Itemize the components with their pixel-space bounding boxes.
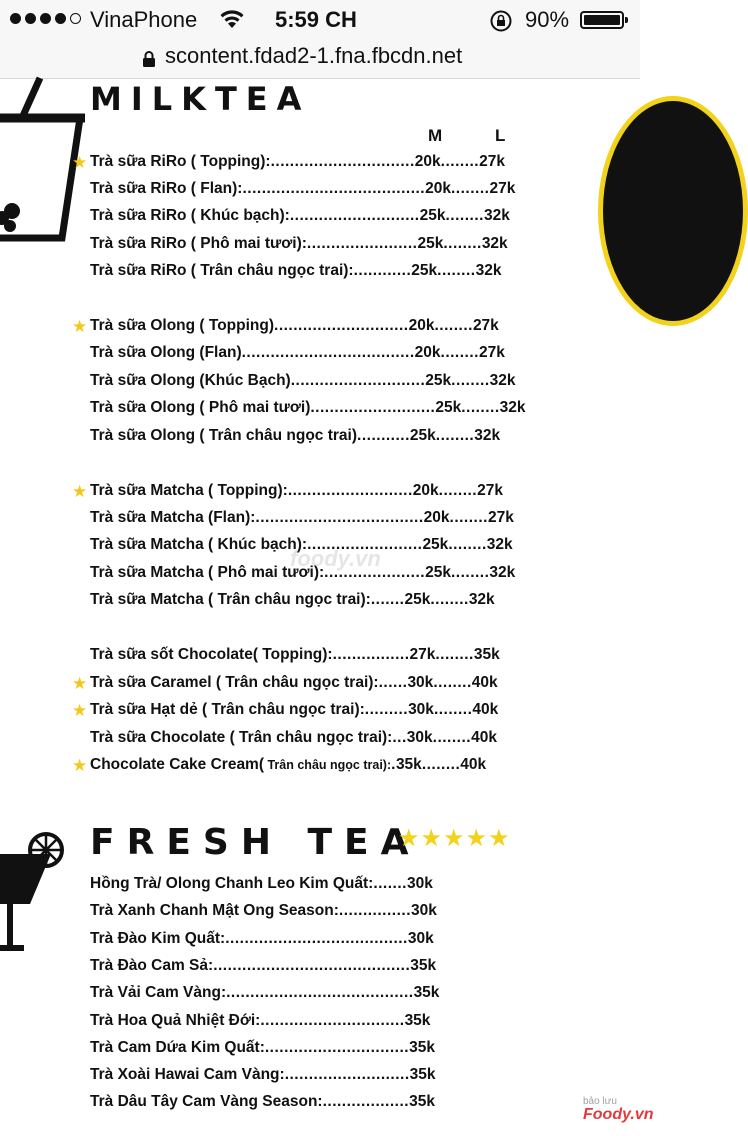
- item-leader: .........................................: [213, 957, 411, 974]
- menu-item: [90, 756, 486, 774]
- item-name: Trà sữa Matcha ( Trân châu ngọc trai):: [90, 591, 371, 608]
- item-note: Trân châu ngọc trai):: [264, 758, 392, 772]
- item-name: Trà Vải Cam Vàng:: [90, 984, 227, 1001]
- price-l: 27k: [478, 344, 505, 361]
- price-separator: ........: [443, 235, 482, 252]
- price-separator: ........: [445, 207, 484, 224]
- menu-item: [90, 509, 514, 527]
- price-separator: ........: [440, 344, 479, 361]
- wifi-icon: [219, 8, 245, 30]
- price-l: 40k: [472, 701, 499, 718]
- fresh-menu-item: [90, 902, 437, 920]
- price-separator: ........: [449, 509, 488, 526]
- fresh-menu-item: [90, 957, 436, 975]
- item-leader: ..........................: [287, 482, 413, 499]
- fresh-menu-item: [90, 984, 439, 1002]
- menu-item: [90, 427, 500, 445]
- menu-item: [90, 482, 503, 500]
- item-leader: ............................: [290, 372, 426, 389]
- item-leader: ...................................: [255, 509, 424, 526]
- menu-item: [90, 729, 497, 747]
- cocktail-glass-icon: [0, 826, 76, 956]
- item-leader: ........................: [307, 536, 423, 553]
- price-m: 30k: [406, 729, 433, 746]
- watermark-bao-luu: bảo lưu: [583, 1096, 617, 1107]
- item-leader: .......: [373, 875, 407, 892]
- price-separator: ........: [434, 317, 473, 334]
- item-leader: ..........................: [310, 399, 436, 416]
- menu-item: [90, 317, 499, 335]
- menu-item: [90, 372, 516, 390]
- menu-item: [90, 701, 498, 719]
- price-separator: ........: [432, 729, 472, 746]
- item-leader: .......................: [306, 235, 418, 252]
- fresh-menu-item: [90, 1066, 436, 1084]
- item-name: Trà sữa Olong ( Phô mai tươi): [90, 399, 311, 416]
- price-l: 40k: [471, 674, 498, 691]
- price-l: 35k: [473, 646, 500, 663]
- menu-item: [90, 399, 526, 417]
- item-leader: .: [391, 756, 396, 773]
- menu-item: [90, 207, 510, 225]
- item-leader: ......................................: [225, 930, 408, 947]
- price-l: 32k: [481, 235, 508, 252]
- price-m: 25k: [409, 427, 436, 444]
- item-leader: ..................: [322, 1093, 410, 1110]
- item-name: Trà Đào Kim Quất:: [90, 930, 226, 947]
- price-l: 40k: [471, 729, 497, 746]
- item-leader: ...............: [338, 902, 412, 919]
- size-l-header: L: [495, 126, 506, 145]
- price-l: 27k: [489, 180, 516, 197]
- item-leader: .....................: [324, 564, 426, 581]
- price-m: 25k: [411, 262, 438, 279]
- star-icon: ★: [72, 482, 88, 501]
- star-icon: ★: [72, 756, 88, 775]
- price-m: 20k: [408, 317, 435, 334]
- price: 30k: [406, 875, 433, 892]
- price-m: 20k: [414, 153, 441, 170]
- carrier-name: VinaPhone: [90, 7, 198, 32]
- item-leader: .......................................: [226, 984, 414, 1001]
- item-name: Trà sữa Olong ( Topping): [90, 317, 275, 334]
- watermark-center: foody.vn: [290, 546, 381, 571]
- price-m: 25k: [419, 207, 446, 224]
- price-separator: ........: [430, 591, 469, 608]
- price-m: 27k: [409, 646, 436, 663]
- price-separator: ........: [433, 701, 473, 718]
- url-text[interactable]: scontent.fdad2-1.fna.fbcdn.net: [165, 43, 463, 68]
- fresh-menu-item: [90, 930, 434, 948]
- price: 35k: [410, 957, 437, 974]
- price-l: 27k: [487, 509, 514, 526]
- price-separator: ........: [448, 536, 487, 553]
- milktea-heading: MILKTEA: [90, 80, 311, 118]
- item-leader: ..........................: [284, 1066, 410, 1083]
- item-name: Trà sữa RiRo ( Phô mai tươi):: [90, 235, 307, 252]
- item-name: Trà sữa Matcha ( Topping):: [90, 482, 288, 499]
- item-name: Trà Cam Dứa Kim Quất:: [90, 1039, 265, 1056]
- item-leader: ...........................: [289, 207, 420, 224]
- item-leader: ............: [353, 262, 412, 279]
- price-l: 27k: [477, 482, 503, 499]
- star-icon: ★: [72, 701, 88, 720]
- item-name: Trà sữa Matcha ( Khúc bạch):: [90, 536, 308, 553]
- item-name: Chocolate Cake Cream(: [90, 756, 265, 773]
- menu-item: [90, 262, 501, 280]
- menu-item: [90, 646, 500, 664]
- price-m: 25k: [422, 536, 449, 553]
- menu-image: [0, 78, 654, 1136]
- price-m: 25k: [435, 399, 462, 416]
- price-separator: ........: [433, 674, 472, 691]
- menu-item: [90, 235, 508, 253]
- item-leader: ..............................: [264, 1039, 410, 1056]
- item-name: Trà sữa Matcha ( Phô mai tươi):: [90, 564, 325, 581]
- item-name: Trà Hoa Quả Nhiệt Đới:: [90, 1012, 261, 1029]
- clock: 5:59 CH: [275, 7, 357, 32]
- item-leader: .......: [370, 591, 405, 608]
- price-m: 20k: [412, 482, 439, 499]
- signal-strength-icon: [10, 13, 81, 24]
- battery-icon: [580, 11, 624, 29]
- price-separator: ........: [437, 262, 476, 279]
- price: 35k: [409, 1039, 435, 1056]
- item-name: Trà Đào Cam Sả:: [90, 957, 214, 974]
- price: 30k: [407, 930, 434, 947]
- price: 35k: [404, 1012, 431, 1029]
- price-l: 32k: [499, 399, 526, 416]
- price-separator: ........: [450, 564, 490, 581]
- price-separator: ........: [435, 427, 475, 444]
- price-l: 32k: [475, 262, 502, 279]
- price-l: 32k: [489, 564, 516, 581]
- price-separator: ........: [435, 646, 474, 663]
- item-name: Trà sữa Olong (Flan): [90, 344, 242, 361]
- item-name: Trà sữa Caramel ( Trân châu ngọc trai):: [90, 674, 379, 691]
- price-m: 25k: [425, 564, 451, 581]
- price-m: 20k: [414, 344, 441, 361]
- status-bar: [0, 0, 640, 40]
- rotation-lock-icon: [489, 9, 513, 33]
- menu-item: [90, 180, 515, 198]
- item-leader: ............................: [274, 317, 409, 334]
- price-m: 25k: [425, 372, 452, 389]
- battery-percentage: 90%: [525, 7, 570, 32]
- menu-item: [90, 153, 505, 171]
- price-m: 35k: [395, 756, 422, 773]
- price-separator: ........: [451, 180, 490, 197]
- item-name: Trà sữa Matcha (Flan):: [90, 509, 256, 526]
- lock-icon: [142, 50, 156, 68]
- item-leader: ...: [392, 729, 407, 746]
- menu-item: [90, 674, 498, 692]
- price-l: 32k: [468, 591, 495, 608]
- item-name: Trà sữa RiRo ( Khúc bạch):: [90, 207, 290, 224]
- price-m: 20k: [425, 180, 451, 197]
- price-separator: ........: [461, 399, 500, 416]
- item-name: Trà sữa Olong ( Trân châu ngọc trai): [90, 427, 358, 444]
- price-m: 25k: [404, 591, 431, 608]
- price: 30k: [411, 902, 437, 919]
- freshtea-heading: FRESH TEA: [90, 822, 421, 863]
- price-l: 27k: [479, 153, 505, 170]
- price-l: 32k: [486, 536, 513, 553]
- menu-item: [90, 344, 505, 362]
- price-m: 30k: [408, 701, 434, 718]
- item-leader: ......................................: [242, 180, 426, 197]
- item-leader: ...........: [357, 427, 410, 444]
- price: 35k: [409, 1066, 436, 1083]
- item-name: Trà sữa RiRo ( Trân châu ngọc trai):: [90, 262, 354, 279]
- decorative-circle: [598, 96, 748, 326]
- item-leader: ....................................: [241, 344, 415, 361]
- item-name: Trà sữa RiRo ( Topping):: [90, 153, 271, 170]
- price-m: 25k: [417, 235, 444, 252]
- fresh-menu-item: [90, 1012, 430, 1030]
- item-leader: ..............................: [270, 153, 415, 170]
- item-name: Trà Xanh Chanh Mật Ong Season:: [90, 902, 339, 919]
- star-icon: ★: [72, 153, 88, 172]
- price-separator: ........: [438, 482, 478, 499]
- price-separator: ........: [421, 756, 461, 773]
- freshtea-rating-stars: ★★★★★: [398, 825, 511, 852]
- price: 35k: [409, 1093, 435, 1110]
- item-leader: ..............................: [260, 1012, 405, 1029]
- item-name: Trà sữa Olong (Khúc Bạch): [90, 372, 291, 389]
- price-separator: ........: [440, 153, 480, 170]
- fresh-menu-item: [90, 1093, 435, 1111]
- price-l: 27k: [472, 317, 499, 334]
- size-m-header: M: [428, 126, 443, 145]
- item-name: Trà Dâu Tây Cam Vàng Season:: [90, 1093, 323, 1110]
- price: 35k: [413, 984, 440, 1001]
- star-icon: ★: [72, 317, 88, 336]
- item-name: Trà sữa Chocolate ( Trân châu ngọc trai):: [90, 729, 393, 746]
- item-leader: .........: [364, 701, 409, 718]
- item-name: Trà sữa sốt Chocolate( Topping):: [90, 646, 333, 663]
- fresh-menu-item: [90, 1039, 435, 1057]
- item-name: Hồng Trà/ Olong Chanh Leo Kim Quất:: [90, 875, 374, 892]
- price-l: 32k: [483, 207, 510, 224]
- star-icon: ★: [72, 674, 88, 693]
- address-bar[interactable]: [0, 40, 640, 79]
- fresh-menu-item: [90, 875, 433, 893]
- item-name: Trà sữa RiRo ( Flan):: [90, 180, 243, 197]
- price-m: 20k: [423, 509, 450, 526]
- item-leader: ......: [378, 674, 408, 691]
- menu-item: [90, 591, 495, 609]
- price-l: 32k: [474, 427, 501, 444]
- price-l: 32k: [489, 372, 516, 389]
- item-leader: ................: [332, 646, 410, 663]
- price-l: 40k: [460, 756, 487, 773]
- item-name: Trà Xoài Hawai Cam Vàng:: [90, 1066, 285, 1083]
- price-separator: ........: [451, 372, 490, 389]
- watermark-foody: Foody.vn: [583, 1106, 654, 1123]
- price-m: 30k: [407, 674, 434, 691]
- item-name: Trà sữa Hạt dẻ ( Trân châu ngọc trai):: [90, 701, 365, 718]
